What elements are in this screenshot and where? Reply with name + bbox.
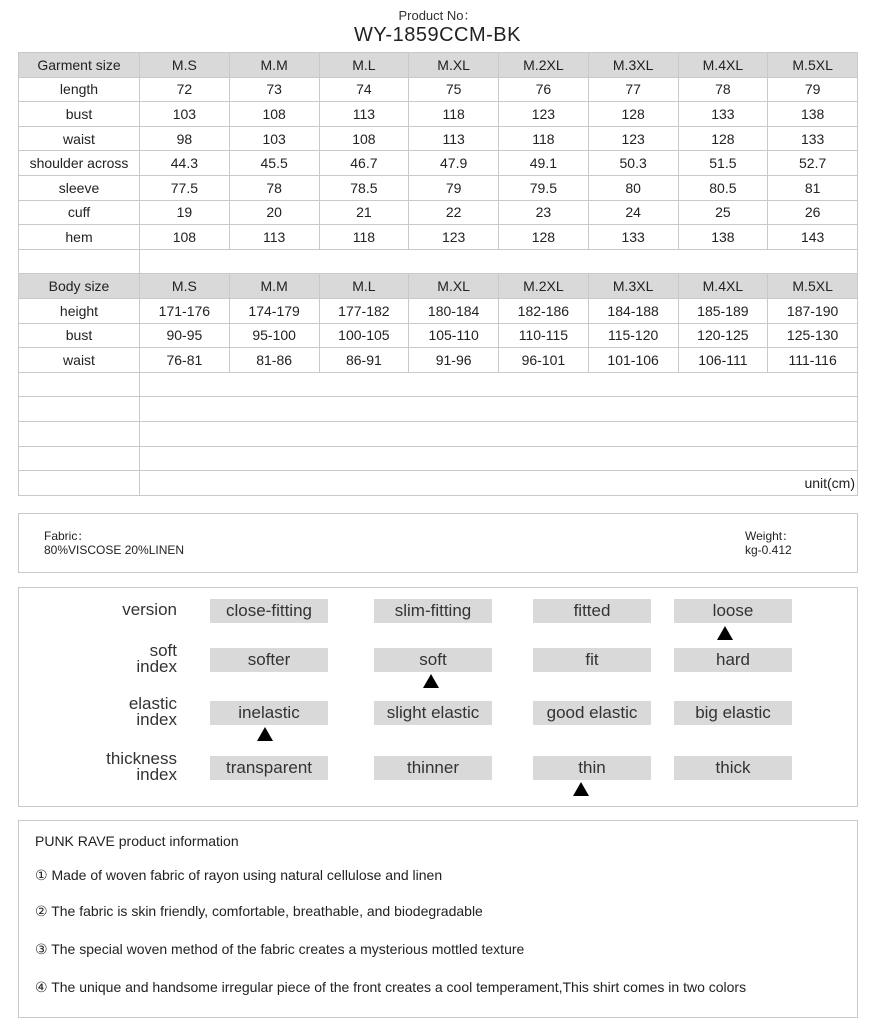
size-table	[18, 52, 858, 496]
unit-row	[19, 471, 858, 496]
table-cell: 106-111	[678, 348, 768, 373]
body-header-row	[19, 274, 858, 299]
table-cell: 133	[678, 102, 768, 127]
table-cell: 123	[409, 225, 499, 250]
table-cell: 23	[499, 200, 589, 225]
version-option: close-fitting	[210, 599, 328, 623]
empty-cell	[140, 249, 858, 274]
info-item: ② The fabric is skin friendly, comfortable, breathable, and biodegradable	[35, 903, 483, 919]
product-no-label: Product No：	[398, 8, 477, 23]
empty-cell	[19, 372, 140, 397]
version-label: version	[122, 600, 177, 619]
thickness-option: thick	[674, 756, 792, 780]
table-cell: 133	[588, 225, 678, 250]
empty-cell	[19, 421, 140, 446]
garment-row-cuff	[19, 200, 858, 225]
garment-header-cell: M.L	[319, 53, 409, 78]
table-cell: 113	[229, 225, 319, 250]
weight-info	[745, 529, 794, 557]
soft-label-line1: soft	[149, 641, 177, 660]
spacer-row	[19, 421, 858, 446]
table-cell: 86-91	[319, 348, 409, 373]
body-header-cell: M.5XL	[768, 274, 858, 299]
body-header-cell: M.S	[140, 274, 230, 299]
table-cell: 77.5	[140, 175, 230, 200]
info-title: PUNK RAVE product information	[35, 833, 239, 849]
table-cell: 44.3	[140, 151, 230, 176]
table-cell: 96-101	[499, 348, 589, 373]
thickness-label	[17, 751, 177, 783]
soft-label	[17, 643, 177, 675]
body-header-cell: M.M	[229, 274, 319, 299]
table-cell: 123	[588, 126, 678, 151]
table-cell: 118	[319, 225, 409, 250]
table-cell: length	[19, 77, 140, 102]
spacer-row	[19, 372, 858, 397]
weight-value: kg-0.412	[745, 543, 792, 557]
table-cell: cuff	[19, 200, 140, 225]
info-item: ④ The unique and handsome irregular piece of the front creates a cool temperament,This shirt comes in two colors	[35, 979, 747, 995]
thickness-option-selected: thin	[533, 756, 651, 780]
table-cell: 72	[140, 77, 230, 102]
fabric-label: Fabric：	[44, 529, 90, 543]
soft-option: hard	[674, 648, 792, 672]
table-cell: 123	[499, 102, 589, 127]
garment-header-cell: M.XL	[409, 53, 499, 78]
table-cell: 110-115	[499, 323, 589, 348]
garment-row-length	[19, 77, 858, 102]
table-cell: 182-186	[499, 298, 589, 323]
soft-option: softer	[210, 648, 328, 672]
version-option: fitted	[533, 599, 651, 623]
table-cell: 171-176	[140, 298, 230, 323]
garment-row-bust	[19, 102, 858, 127]
table-cell: 108	[140, 225, 230, 250]
table-cell: 177-182	[319, 298, 409, 323]
table-cell: 22	[409, 200, 499, 225]
info-item: ③ The special woven method of the fabric creates a mysterious mottled texture	[35, 941, 525, 957]
table-cell: 73	[229, 77, 319, 102]
thickness-option: thinner	[374, 756, 492, 780]
table-cell: bust	[19, 102, 140, 127]
soft-marker-icon	[423, 674, 439, 688]
elastic-label	[17, 696, 177, 728]
table-cell: waist	[19, 126, 140, 151]
table-cell: 47.9	[409, 151, 499, 176]
garment-header-cell: M.M	[229, 53, 319, 78]
table-cell: 90-95	[140, 323, 230, 348]
thickness-label-line2: index	[136, 765, 177, 784]
product-header	[0, 8, 875, 46]
table-cell: 74	[319, 77, 409, 102]
table-cell: 77	[588, 77, 678, 102]
table-cell: 187-190	[768, 298, 858, 323]
table-cell: 125-130	[768, 323, 858, 348]
table-cell: 78.5	[319, 175, 409, 200]
elastic-marker-icon	[257, 727, 273, 741]
body-row-waist	[19, 348, 858, 373]
garment-row-shoulder	[19, 151, 858, 176]
table-cell: 78	[229, 175, 319, 200]
table-cell: height	[19, 298, 140, 323]
table-cell: hem	[19, 225, 140, 250]
thickness-marker-icon	[573, 782, 589, 796]
table-cell: 185-189	[678, 298, 768, 323]
empty-cell	[140, 446, 858, 471]
version-option: slim-fitting	[374, 599, 492, 623]
table-cell: 24	[588, 200, 678, 225]
spacer-row	[19, 249, 858, 274]
weight-label: Weight：	[745, 529, 795, 543]
elastic-label-line1: elastic	[128, 694, 177, 713]
table-cell: 46.7	[319, 151, 409, 176]
table-cell: 51.5	[678, 151, 768, 176]
table-cell: 128	[499, 225, 589, 250]
table-cell: 103	[140, 102, 230, 127]
table-cell: 76	[499, 77, 589, 102]
table-cell: 52.7	[768, 151, 858, 176]
table-cell: 45.5	[229, 151, 319, 176]
fabric-info	[44, 529, 184, 557]
soft-label-line2: index	[136, 657, 177, 676]
table-cell: 138	[768, 102, 858, 127]
garment-header-cell: M.3XL	[588, 53, 678, 78]
body-header-cell: Body size	[19, 274, 140, 299]
garment-row-sleeve	[19, 175, 858, 200]
garment-header-cell: M.2XL	[499, 53, 589, 78]
body-header-cell: M.XL	[409, 274, 499, 299]
table-cell: 20	[229, 200, 319, 225]
table-cell: 118	[499, 126, 589, 151]
info-item: ① Made of woven fabric of rayon using natural cellulose and linen	[35, 867, 443, 883]
table-cell: 108	[229, 102, 319, 127]
table-cell: 118	[409, 102, 499, 127]
table-cell: 91-96	[409, 348, 499, 373]
elastic-option-selected: inelastic	[210, 701, 328, 725]
elastic-option: good elastic	[533, 701, 651, 725]
garment-row-waist	[19, 126, 858, 151]
empty-cell	[19, 471, 140, 496]
empty-cell	[19, 446, 140, 471]
empty-cell	[140, 372, 858, 397]
table-cell: 26	[768, 200, 858, 225]
soft-option: fit	[533, 648, 651, 672]
empty-cell	[140, 421, 858, 446]
table-cell: 113	[319, 102, 409, 127]
table-cell: 79	[768, 77, 858, 102]
table-cell: 76-81	[140, 348, 230, 373]
version-option-selected: loose	[674, 599, 792, 623]
table-cell: 79	[409, 175, 499, 200]
table-cell: 115-120	[588, 323, 678, 348]
table-cell: 49.1	[499, 151, 589, 176]
table-cell: 103	[229, 126, 319, 151]
table-cell: 101-106	[588, 348, 678, 373]
empty-cell	[19, 397, 140, 422]
table-cell: 138	[678, 225, 768, 250]
table-cell: 184-188	[588, 298, 678, 323]
body-header-cell: M.4XL	[678, 274, 768, 299]
body-row-height	[19, 298, 858, 323]
table-cell: 19	[140, 200, 230, 225]
attributes-panel	[18, 587, 858, 807]
empty-cell	[140, 397, 858, 422]
table-cell: 105-110	[409, 323, 499, 348]
version-marker-icon	[717, 626, 733, 640]
elastic-label-line2: index	[136, 710, 177, 729]
table-cell: 81	[768, 175, 858, 200]
table-cell: 78	[678, 77, 768, 102]
empty-cell	[19, 249, 140, 274]
table-cell: 25	[678, 200, 768, 225]
product-info-panel	[18, 820, 858, 1018]
table-cell: 128	[678, 126, 768, 151]
table-cell: 100-105	[319, 323, 409, 348]
elastic-option: slight elastic	[374, 701, 492, 725]
table-cell: 180-184	[409, 298, 499, 323]
table-cell: 98	[140, 126, 230, 151]
body-header-cell: M.L	[319, 274, 409, 299]
table-cell: 143	[768, 225, 858, 250]
garment-header-cell: M.4XL	[678, 53, 768, 78]
table-cell: 75	[409, 77, 499, 102]
unit-label: unit(cm)	[140, 471, 858, 496]
table-cell: 113	[409, 126, 499, 151]
table-cell: bust	[19, 323, 140, 348]
table-cell: 79.5	[499, 175, 589, 200]
table-cell: waist	[19, 348, 140, 373]
table-cell: 21	[319, 200, 409, 225]
elastic-option: big elastic	[674, 701, 792, 725]
body-row-bust	[19, 323, 858, 348]
body-header-cell: M.2XL	[499, 274, 589, 299]
table-cell: 80.5	[678, 175, 768, 200]
soft-option-selected: soft	[374, 648, 492, 672]
table-cell: 81-86	[229, 348, 319, 373]
table-cell: 174-179	[229, 298, 319, 323]
table-cell: 128	[588, 102, 678, 127]
fabric-panel	[18, 513, 858, 573]
table-cell: 95-100	[229, 323, 319, 348]
table-cell: 80	[588, 175, 678, 200]
body-header-cell: M.3XL	[588, 274, 678, 299]
table-cell: sleeve	[19, 175, 140, 200]
thickness-label-line1: thickness	[106, 749, 177, 768]
garment-header-row	[19, 53, 858, 78]
table-cell: shoulder across	[19, 151, 140, 176]
table-cell: 50.3	[588, 151, 678, 176]
product-no: WY-1859CCM-BK	[354, 24, 521, 46]
table-cell: 120-125	[678, 323, 768, 348]
table-cell: 133	[768, 126, 858, 151]
spacer-row	[19, 446, 858, 471]
garment-row-hem	[19, 225, 858, 250]
garment-header-cell: M.5XL	[768, 53, 858, 78]
table-cell: 111-116	[768, 348, 858, 373]
table-cell: 108	[319, 126, 409, 151]
thickness-option: transparent	[210, 756, 328, 780]
spacer-row	[19, 397, 858, 422]
garment-header-cell: M.S	[140, 53, 230, 78]
garment-header-cell: Garment size	[19, 53, 140, 78]
fabric-value: 80%VISCOSE 20%LINEN	[44, 543, 185, 557]
